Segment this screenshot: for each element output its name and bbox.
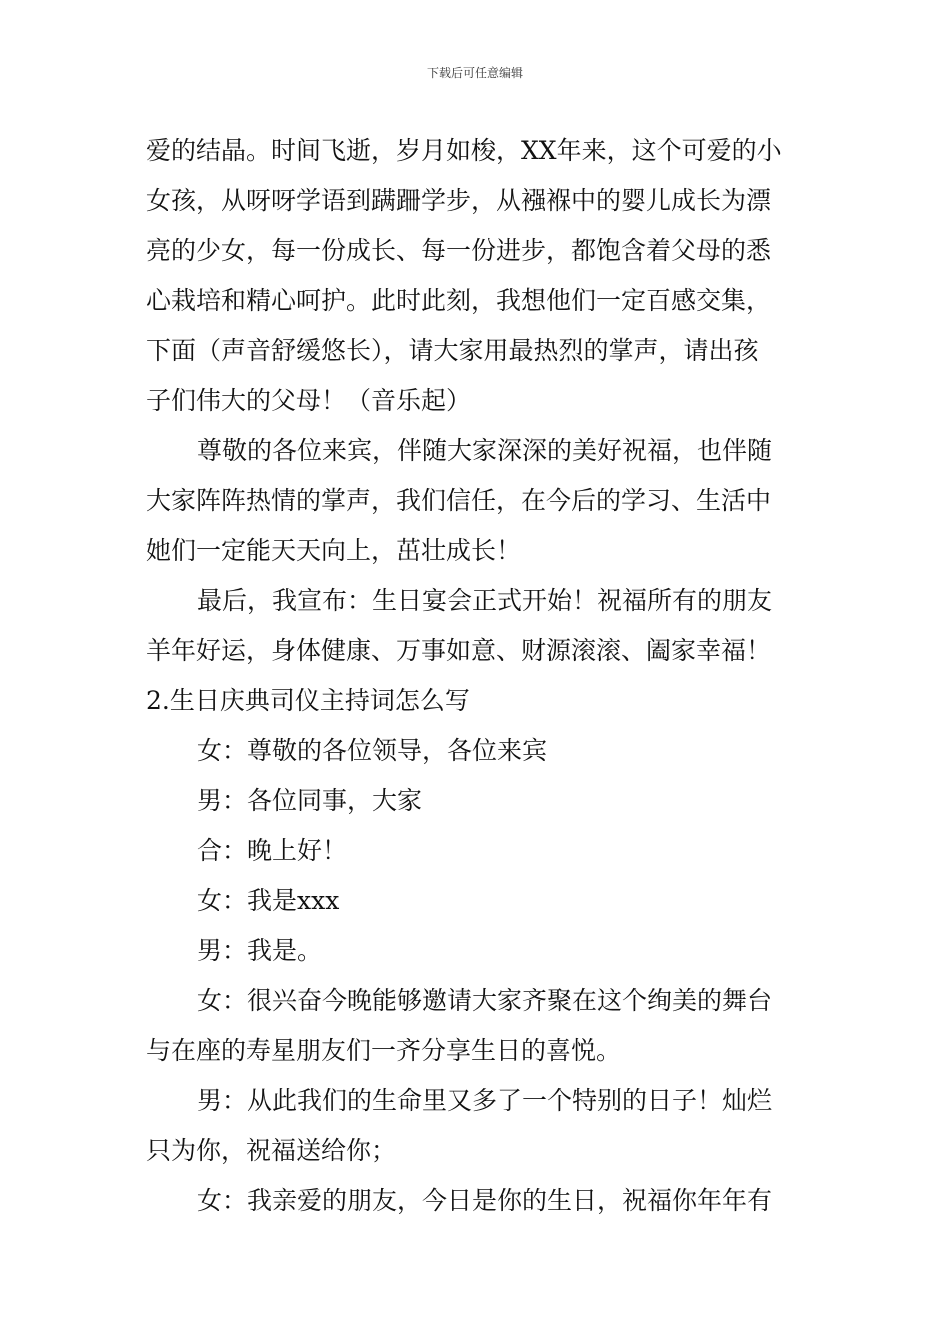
text-line: 最后，我宣布：生日宴会正式开始！祝福所有的朋友 (197, 586, 773, 615)
dialogue-line: 女：很兴奋今晚能够邀请大家齐聚在这个绚美的舞台 (197, 986, 773, 1015)
dialogue-line: 合：晚上好！ (197, 836, 348, 865)
text-line: 心栽培和精心呵护。此时此刻，我想他们一定百感交集， (146, 286, 772, 315)
text-line: 她们一定能天天向上，茁壮成长！ (146, 536, 522, 565)
text-line: 只为你，祝福送给你； (146, 1136, 397, 1165)
document-body (146, 126, 808, 1226)
dialogue-line: 男：我是。 (197, 936, 323, 965)
text-line: 羊年好运，身体健康、万事如意、财源滚滚、阖家幸福！ (146, 636, 772, 665)
dialogue-line: 男：从此我们的生命里又多了一个特别的日子！灿烂 (197, 1086, 773, 1115)
section-heading: 2.生日庆典司仪主持词怎么写 (146, 686, 470, 715)
text-line: 亮的少女，每一份成长、每一份进步，都饱含着父母的悉 (146, 236, 772, 265)
text-line: 大家阵阵热情的掌声，我们信任，在今后的学习、生活中 (146, 486, 772, 515)
text-line: 爱的结晶。时间飞逝，岁月如梭，XX年来，这个可爱的小 (146, 136, 782, 165)
text-line: 与在座的寿星朋友们一齐分享生日的喜悦。 (146, 1036, 622, 1065)
dialogue-line: 男：各位同事，大家 (197, 786, 423, 815)
text-line: 尊敬的各位来宾，伴随大家深深的美好祝福，也伴随 (197, 436, 773, 465)
text-line: 女孩，从呀呀学语到蹒跚学步，从襁褓中的婴儿成长为漂 (146, 186, 772, 215)
dialogue-line: 女：我亲爱的朋友，今日是你的生日，祝福你年年有 (197, 1186, 773, 1215)
dialogue-line: 女：尊敬的各位领导，各位来宾 (197, 736, 548, 765)
text-line: 子们伟大的父母！（音乐起） (146, 386, 472, 415)
dialogue-line: 女：我是xxx (197, 886, 340, 915)
page-header: 下载后可任意编辑 (426, 66, 523, 80)
text-line: 下面（声音舒缓悠长），请大家用最热烈的掌声，请出孩 (146, 336, 759, 365)
